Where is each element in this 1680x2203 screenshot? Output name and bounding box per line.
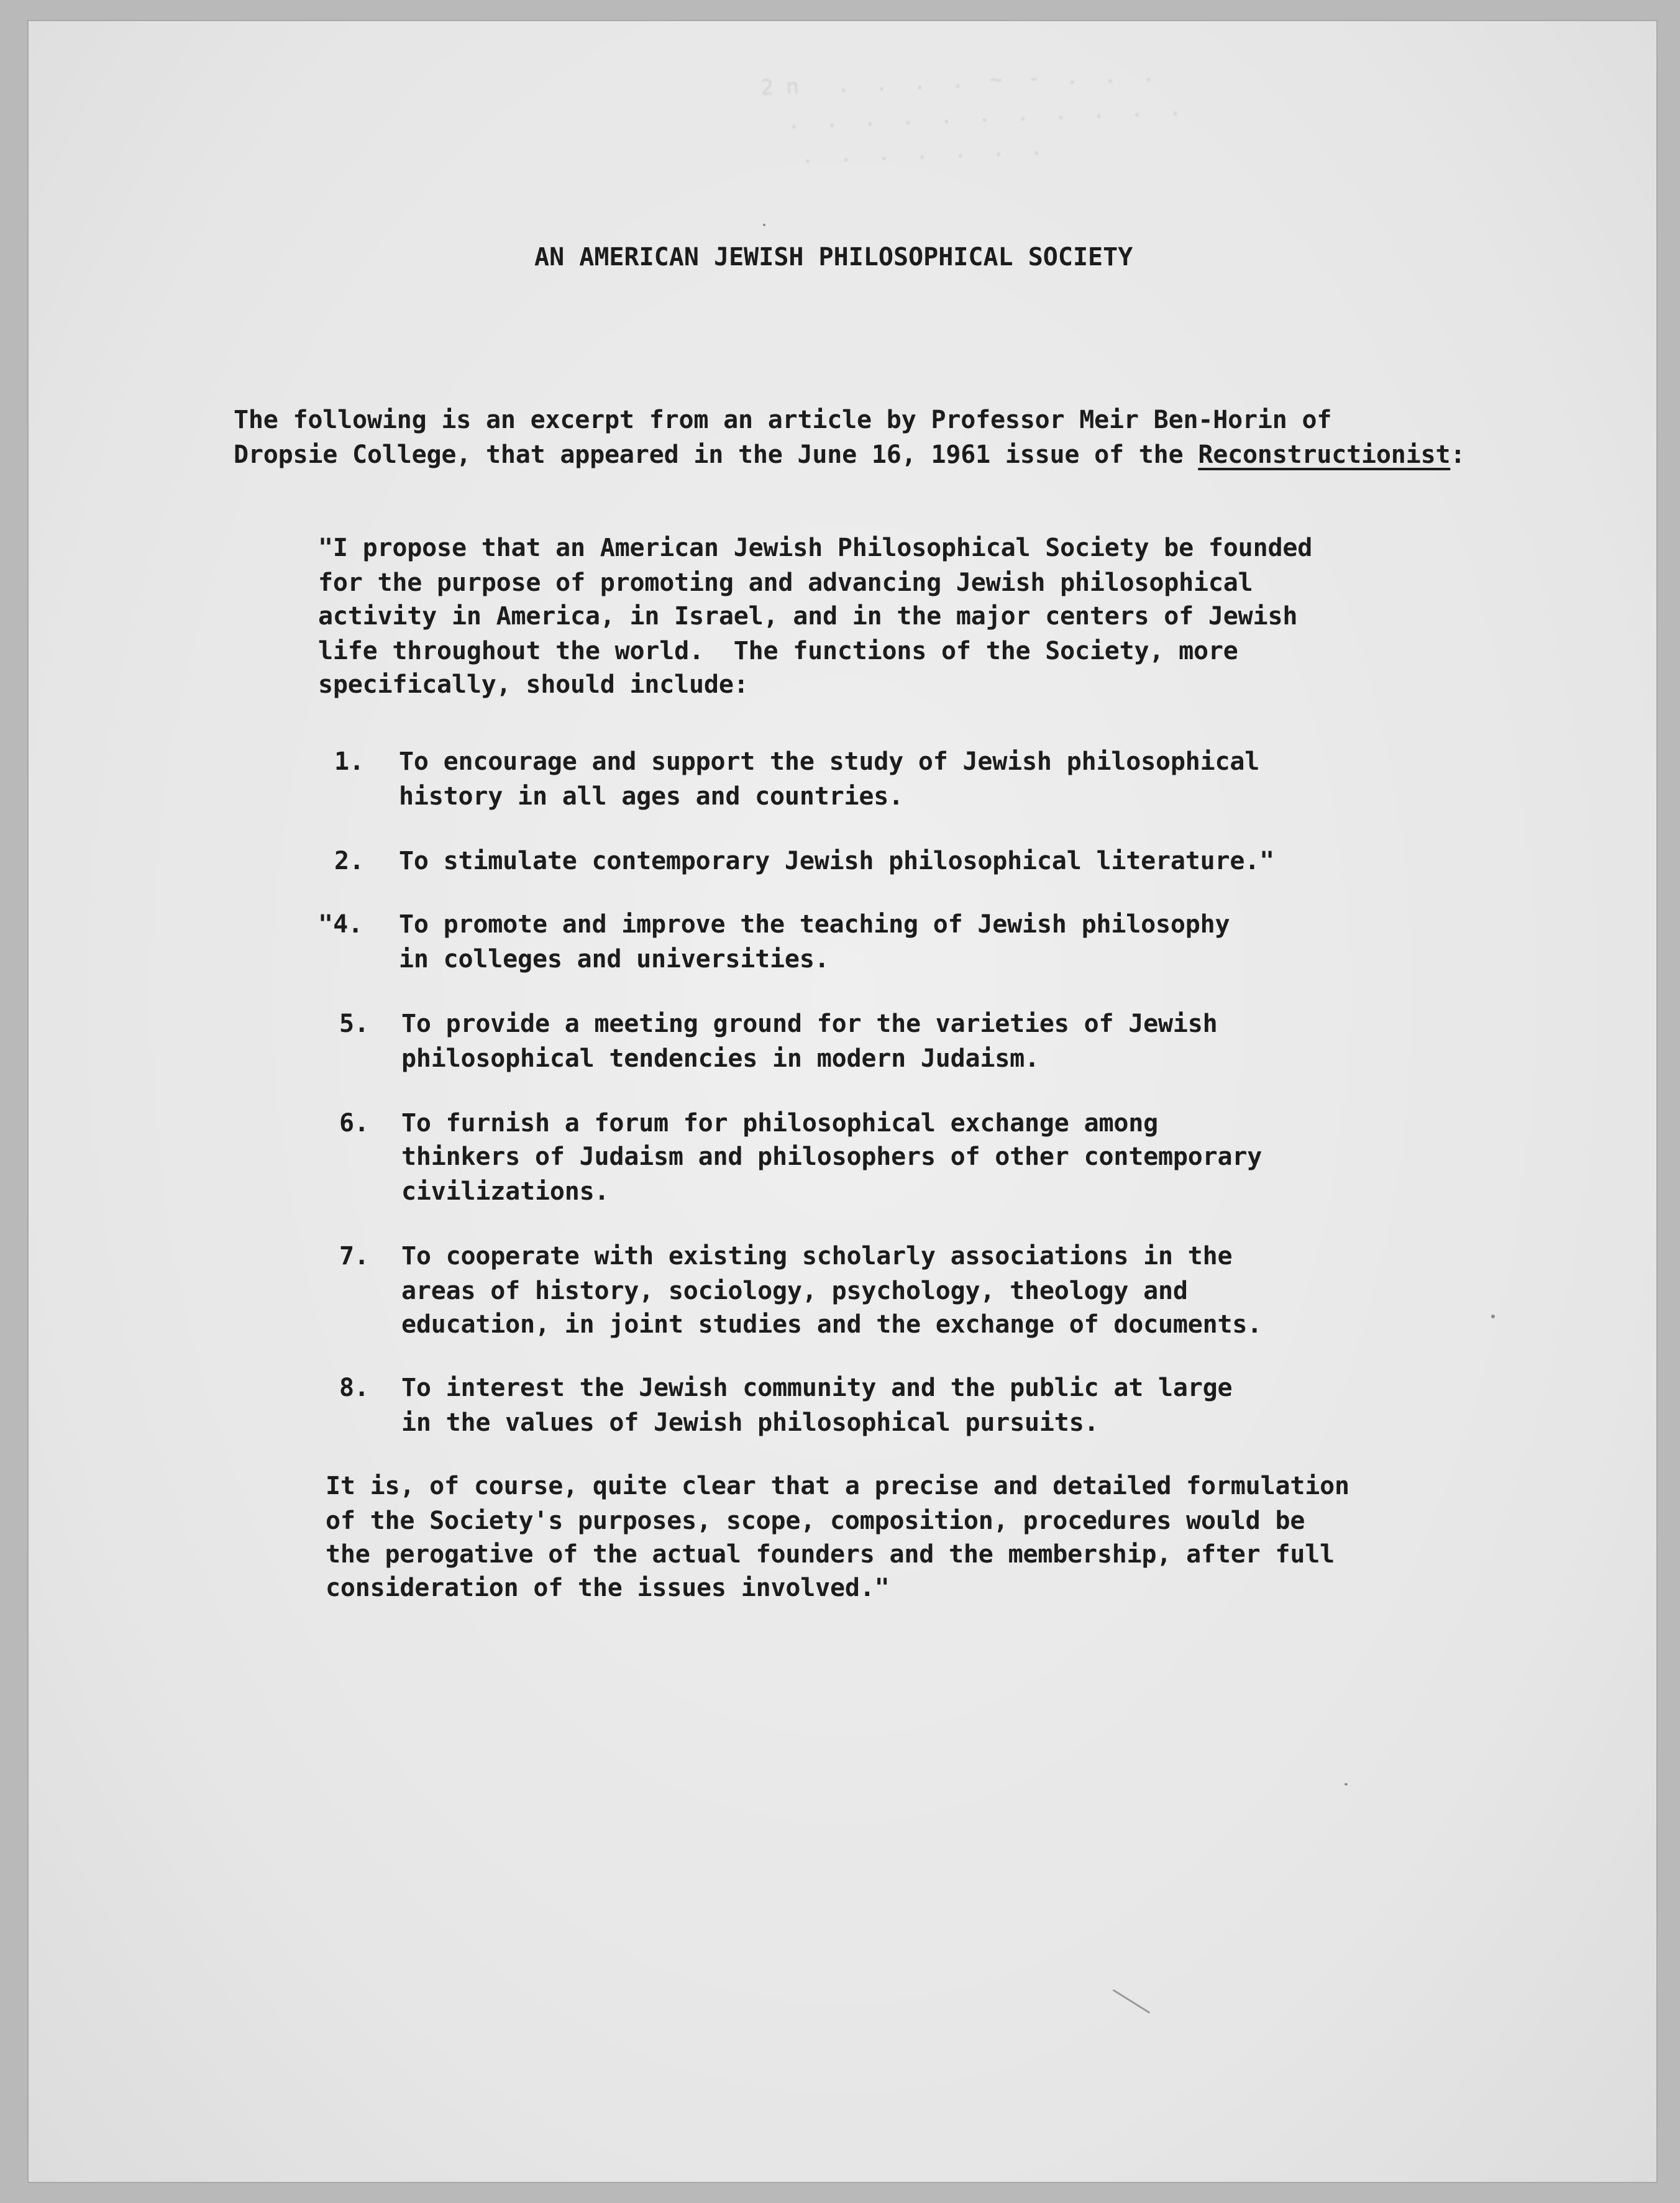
list-item-number: 5.: [339, 1010, 370, 1038]
list-item-line: history in all ages and countries.: [399, 782, 903, 811]
list-item-line: To provide a meeting ground for the varieties of Jewish: [401, 1010, 1218, 1038]
list-item-line: To encourage and support the study of Jewish philosophical: [399, 747, 1260, 776]
quote-line: for the purpose of promoting and advancing Jewish philosophical: [318, 568, 1253, 597]
closing-line: of the Society's purposes, scope, composition, procedures would be: [326, 1507, 1305, 1535]
intro-line-2-prefix: Dropsie College, that appeared in the June 16, 1961 issue of the: [234, 440, 1198, 469]
paper-speck: [763, 224, 765, 226]
list-item-line: To promote and improve the teaching of Jewish philosophy: [399, 910, 1230, 939]
list-item-number: 8.: [339, 1374, 370, 1402]
list-item-line: thinkers of Judaism and philosophers of other contemporary: [401, 1143, 1262, 1171]
quote-line: activity in America, in Israel, and in the major centers of Jewish: [318, 602, 1298, 631]
closing-line: It is, of course, quite clear that a precise and detailed formulation: [326, 1472, 1349, 1500]
list-item-line: To interest the Jewish community and the public at large: [401, 1374, 1233, 1402]
document-page: [29, 21, 1656, 2182]
paper-speck: [1491, 1315, 1495, 1318]
document-title: AN AMERICAN JEWISH PHILOSOPHICAL SOCIETY: [534, 243, 1133, 271]
paper-scratch: [1113, 1989, 1151, 2014]
list-item-number: 7.: [339, 1242, 370, 1270]
list-item-line: civilizations.: [401, 1177, 609, 1206]
list-item-line: education, in joint studies and the exchange of documents.: [401, 1310, 1262, 1339]
intro-line-2: [234, 437, 1465, 472]
closing-line: consideration of the issues involved.": [326, 1574, 890, 1602]
list-item-number: "4.: [318, 910, 363, 939]
list-item-line: in the values of Jewish philosophical pursuits.: [401, 1408, 1099, 1437]
quote-line: "I propose that an American Jewish Philosophical Society be founded: [318, 534, 1313, 562]
intro-line-1: The following is an excerpt from an article by Professor Meir Ben-Horin of: [234, 406, 1332, 434]
list-item-line: in colleges and universities.: [399, 945, 829, 974]
list-item-line: To furnish a forum for philosophical exchange among: [401, 1109, 1158, 1138]
quote-line: specifically, should include:: [318, 670, 749, 699]
paper-speck: [1344, 1783, 1348, 1786]
list-item-number: 1.: [334, 747, 365, 776]
list-item-line: philosophical tendencies in modern Judaism.: [401, 1044, 1039, 1073]
intro-line-2-suffix: :: [1450, 440, 1466, 469]
list-item-line: To cooperate with existing scholarly associations in the: [401, 1242, 1233, 1270]
quote-line: life throughout the world. The functions of the Society, more: [318, 637, 1238, 665]
closing-line: the perogative of the actual founders and the membership, after full: [326, 1540, 1335, 1569]
list-item-line: areas of history, sociology, psychology, theology and: [401, 1277, 1188, 1305]
bleed-through-marks: 2 n . . . . ~ - . . . . . . . . . . . . . . . . . . . . .: [760, 62, 1182, 170]
list-item-number: 2.: [334, 847, 365, 875]
list-item-line: To stimulate contemporary Jewish philosophical literature.": [399, 847, 1275, 875]
publication-name: Reconstructionist: [1198, 440, 1451, 469]
list-item-number: 6.: [339, 1109, 370, 1138]
